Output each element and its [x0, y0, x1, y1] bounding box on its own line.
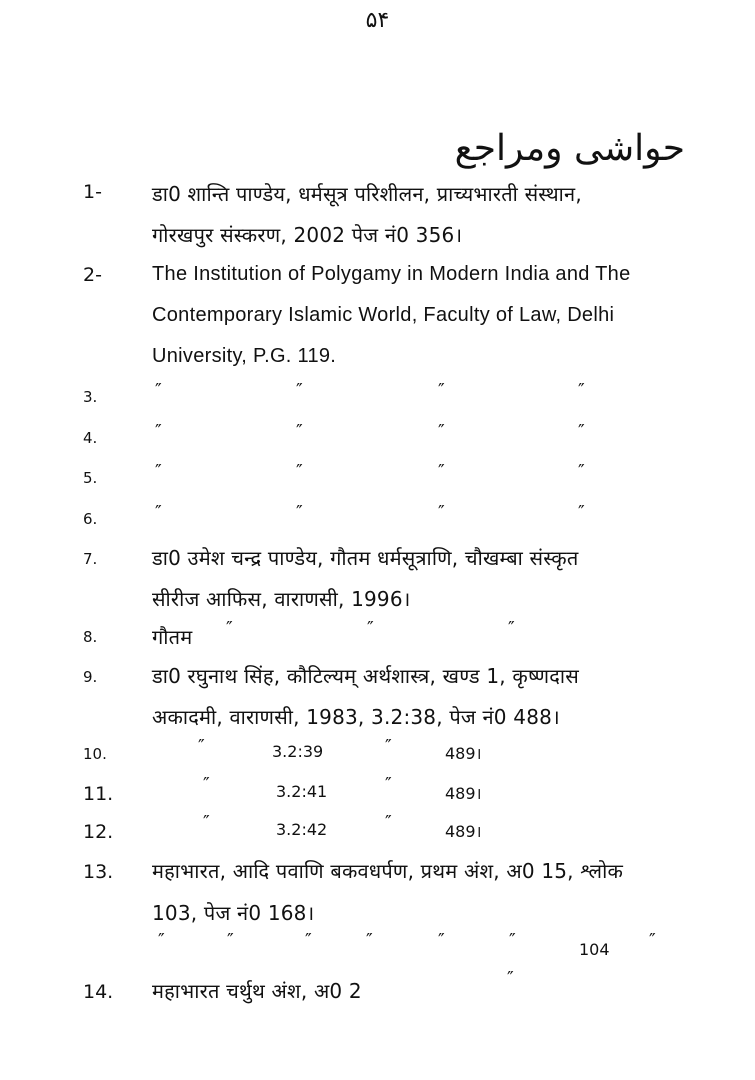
ditto-mark: ″ — [578, 502, 585, 523]
entry-text-line: 103, पेज नं0 168। — [152, 901, 315, 925]
entry-text-line: सीरीज आफिस, वाराणसी, 1996। — [152, 587, 411, 611]
ditto-mark: ″ — [226, 618, 233, 639]
entry-number: 1- — [83, 181, 102, 203]
page-number: ۵۴ — [365, 8, 390, 33]
ditto-mark: ″ — [649, 930, 656, 951]
entry-number: 11. — [83, 783, 114, 805]
ditto-mark: ″ — [509, 930, 516, 951]
ditto-mark: ″ — [155, 461, 162, 482]
entry-number: 7. — [83, 550, 98, 568]
ditto-mark: ″ — [578, 421, 585, 442]
ditto-mark: ″ — [438, 421, 445, 442]
entry-text-line: महाभारत चर्थुथ अंश, अ0 2 — [152, 979, 362, 1003]
entry-text-line: The Institution of Polygamy in Modern India and The — [152, 263, 631, 285]
ditto-mark: ″ — [198, 736, 205, 757]
entry-number: 13. — [83, 861, 114, 883]
ditto-mark: ″ — [296, 502, 303, 523]
entry-number: 9. — [83, 668, 98, 686]
ditto-mark: ″ — [508, 618, 515, 639]
ditto-mark: ″ — [296, 421, 303, 442]
entry-number: 10. — [83, 745, 107, 763]
entry-text-line: गौतम — [152, 625, 193, 649]
verse-reference: 3.2:39 — [272, 742, 324, 761]
entry-number: 3. — [83, 388, 98, 406]
ditto-mark: ″ — [155, 380, 162, 401]
page-heading: حواشی ومراجع — [454, 128, 685, 169]
entry-text-line: गोरखपुर संस्करण, 2002 पेज नं0 356। — [152, 223, 463, 247]
entry-number: 5. — [83, 469, 98, 487]
ditto-mark: ″ — [578, 461, 585, 482]
ditto-mark: ″ — [203, 774, 210, 795]
page-reference: 489। — [445, 744, 482, 763]
page-reference: 489। — [445, 822, 482, 841]
ditto-mark: ″ — [385, 736, 392, 757]
entry-text-line: Contemporary Islamic World, Faculty of Law, Delhi — [152, 304, 615, 326]
ditto-mark: ″ — [578, 380, 585, 401]
ditto-mark: ″ — [158, 930, 165, 951]
entry-text-line: डा0 रघुनाथ सिंह, कौटिल्यम् अर्थशास्त्र, खण्ड 1, कृष्णदास — [152, 664, 579, 688]
ditto-mark: ″ — [366, 930, 373, 951]
entry-text-line: डा0 शान्ति पाण्डेय, धर्मसूत्र परिशीलन, प्राच्यभारती संस्थान, — [152, 182, 582, 206]
ditto-mark: ″ — [438, 930, 445, 951]
entry-text-line: अकादमी, वाराणसी, 1983, 3.2:38, पेज नं0 488। — [152, 705, 560, 729]
ditto-mark: ″ — [296, 380, 303, 401]
ditto-mark: ″ — [385, 774, 392, 795]
verse-value: 104 — [579, 940, 610, 959]
ditto-mark: ″ — [305, 930, 312, 951]
entry-number: 4. — [83, 429, 98, 447]
page-reference: 489। — [445, 784, 482, 803]
ditto-mark: ″ — [438, 461, 445, 482]
entry-text-line: महाभारत, आदि पवाणि बकवधर्पण, प्रथम अंश, अ0 15, श्लोक — [152, 859, 624, 883]
ditto-mark: ″ — [438, 380, 445, 401]
entry-number: 6. — [83, 510, 98, 528]
ditto-mark: ″ — [296, 461, 303, 482]
entry-text-line: डा0 उमेश चन्द्र पाण्डेय, गौतम धर्मसूत्राणि, चौखम्बा संस्कृत — [152, 546, 579, 570]
entry-number: 8. — [83, 628, 98, 646]
ditto-mark: ″ — [227, 930, 234, 951]
entry-text-line: University, P.G. 119. — [152, 345, 337, 367]
verse-reference: 3.2:41 — [276, 782, 328, 801]
entry-number: 12. — [83, 821, 114, 843]
ditto-mark: ″ — [367, 618, 374, 639]
entry-number: 2- — [83, 264, 102, 286]
ditto-mark: ″ — [155, 502, 162, 523]
verse-reference: 3.2:42 — [276, 820, 328, 839]
entry-number: 14. — [83, 981, 114, 1003]
ditto-mark: ″ — [155, 421, 162, 442]
ditto-mark: ″ — [438, 502, 445, 523]
ditto-mark: ″ — [203, 812, 210, 833]
ditto-mark: ″ — [507, 968, 514, 989]
ditto-mark: ″ — [385, 812, 392, 833]
